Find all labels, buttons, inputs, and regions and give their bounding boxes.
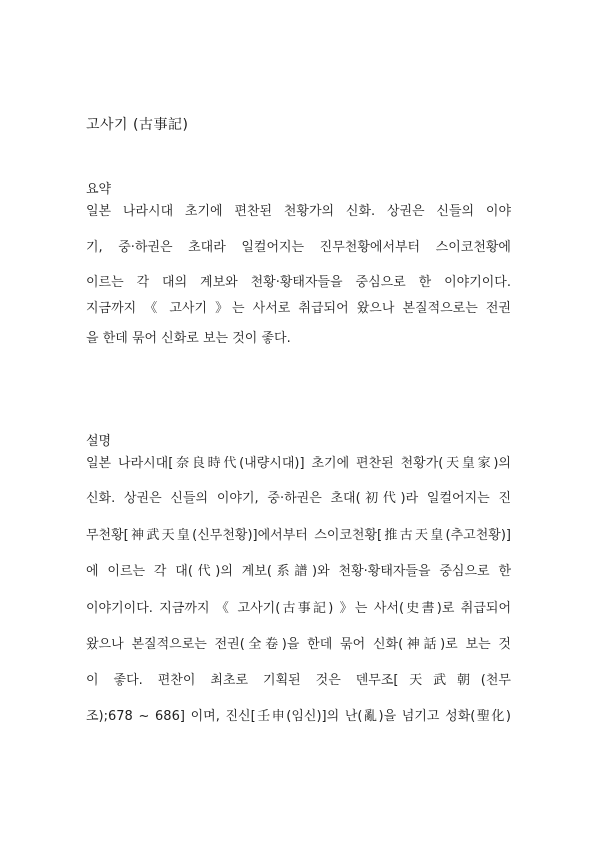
- description-line: 신화. 상권은 신들의 이야기, 중·하권은 초대(初代)라 일컬어지는 진: [86, 491, 511, 506]
- summary-line: 일본 나라시대 초기에 편찬된 천황가의 신화. 상권은 신들의 이야: [86, 204, 511, 219]
- description-heading: 설명: [86, 434, 112, 449]
- summary-line: 지금까지 《 고사기 》는 사서로 취급되어 왔으나 본질적으로는 전권: [86, 301, 511, 316]
- summary-heading: 요약: [86, 182, 112, 197]
- description-line: 이야기이다. 지금까지 《 고사기(古事記) 》는 사서(史書)로 취급되어: [86, 601, 511, 616]
- description-line: 왔으나 본질적으로는 전권(全卷)을 한데 묶어 신화(神話)로 보는 것: [86, 637, 511, 652]
- summary-line: 이르는 각 대의 계보와 천황·황태자들을 중심으로 한 이야기이다.: [86, 275, 511, 290]
- description-line: 에 이르는 각 대(代)의 계보(系譜)와 천황·황태자들을 중심으로 한: [86, 564, 511, 579]
- description-line: 조);678 ~ 686] 이며, 진신[壬申(임신)]의 난(亂)을 넘기고 성화(聖化): [86, 709, 511, 724]
- summary-line: 기, 중·하권은 초대라 일컬어지는 진무천황에서부터 스이코천황에: [86, 240, 511, 255]
- description-line: 일본 나라시대[奈良時代(내량시대)] 초기에 편찬된 천황가(天皇家)의: [86, 456, 511, 471]
- description-line: 이 좋다. 편찬이 최초로 기획된 것은 덴무조[天武朝(천무: [86, 673, 511, 688]
- document-title: 고사기 (古事記): [86, 117, 189, 133]
- summary-line: 을 한데 묶어 신화로 보는 것이 좋다.: [86, 331, 291, 346]
- description-line: 무천황[神武天皇(신무천황)]에서부터 스이코천황[推古天皇(추고천황)]: [86, 528, 511, 543]
